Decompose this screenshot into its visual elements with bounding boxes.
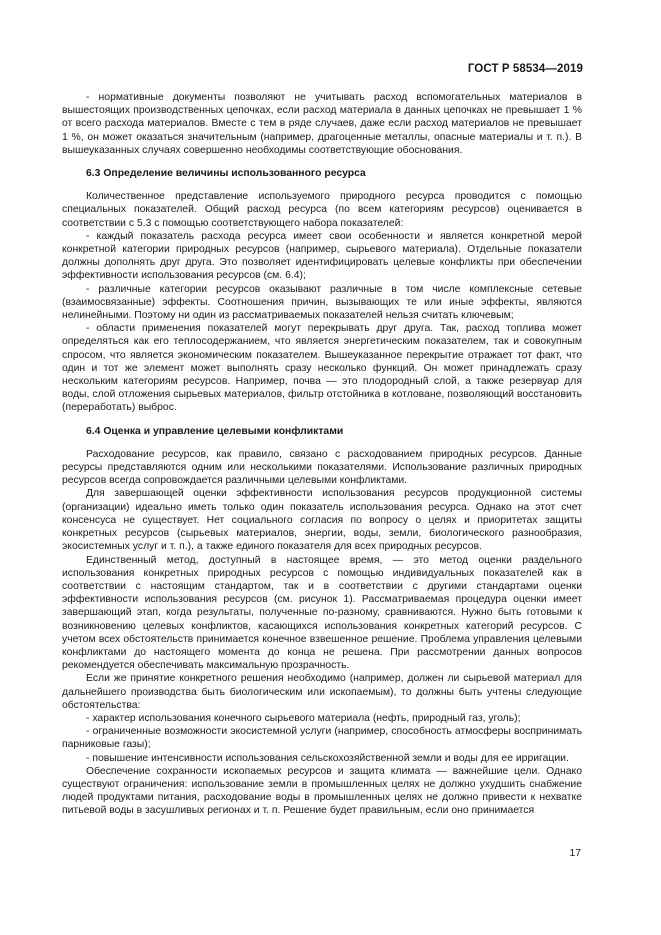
list-item: - различные категории ресурсов оказывают различные в том числе комплексные сетевые (взаимосвязанные) эффекты. Соотношения причин, вызывающих те или иные эффекты, являются нелинейными. Поэтому ни один из рассматриваемых показателей нельзя считать ключевым;	[62, 283, 582, 322]
list-item: - повышение интенсивности использования сельскохозяйственной земли и воды для ее ирригации.	[86, 752, 569, 764]
paragraph: Единственный метод, доступный в настоящее время, — это метод оценки раздельного использования конкретных природных ресурсов с помощью индивидуальных показателей как в соответствии с настоящим стандартом, так и в соответствии с другими стандартами оценки эффективности использования ресурсов (см. рисунок 1). Рассматриваемая процедура оценки имеет завершающий этап, когда результаты, полученные по-разному, сравниваются. Нужно быть готовыми к возникновению целевых конфликтов, касающихся использования конкретных категорий ресурсов. С учетом всех обстоятельств принимается конечное взвешенное решение. Проблема управления целевыми конфликтами до настоящего момента до конца не решена. При рассмотрении данных вопросов рекомендуется обеспечивать максимальную прозрачность.	[62, 554, 582, 672]
list-item: - области применения показателей могут перекрывать друг друга. Так, расход топлива может определяться как его теплосодержанием, что является энергетическим показателем, так и совокупным спросом, что является экономическим показателем. Вышеуказанное перекрытие отражает тот факт, что один и тот же элемент может выполнять сразу несколько функций. Он может принадлежать сразу нескольким категориям ресурсов. Например, почва — это плодородный слой, а также резервуар для воды, слой отложения сырьевых материалов, фильтр отстойника в котловане, позволяющий восстановить (переработать) выброс.	[62, 323, 582, 414]
paragraph: Расходование ресурсов, как правило, связано с расходованием природных ресурсов. Данные ресурсы представляются одним или несколькими показателями. Использование различных природных ресурсов всегда сопровождается различными целевыми конфликтами.	[62, 448, 582, 487]
standard-identifier: ГОСТ Р 58534—2019	[467, 63, 583, 75]
paragraph: Количественное представление используемого природного ресурса проводится с помощью специальных показателей. Общий расход ресурса (по всем категориям ресурсов) оценивается в соответствии с 5.3 с помощью соответствующего набора показателей:	[62, 191, 582, 229]
paragraph: Обеспечение сохранности ископаемых ресурсов и защита климата — важнейшие цели. Однако существуют ограничения: использование земли в промышленных целях не должно ухудшить снабжение людей продуктами питания, расходование воды в промышленных целях не должно привести к нехватке питьевой воды в засушливых регионах и т. п. Решение будет правильным, если оно принимается	[62, 765, 582, 817]
page-number: 17	[569, 848, 581, 859]
paragraph: Для завершающей оценки эффективности использования ресурсов продукционной системы (организации) идеально иметь только один показатель использования ресурса. Однако на этот счет консенсуса не существует. Нет социального согласия по вопросу о целях и приоритетах защиты конкретных ресурсов (сырьевых материалов, энергии, воды, земли, биологического разнообразия, экосистемных услуг и т. п.), а также единого показателя для всех природных ресурсов.	[62, 488, 582, 553]
section-heading-6-4: 6.4 Оценка и управление целевыми конфликтами	[86, 425, 344, 437]
section-heading-6-3: 6.3 Определение величины использованного ресурса	[86, 168, 366, 180]
paragraph: - нормативные документы позволяют не учитывать расход вспомогательных материалов в вышестоящих производственных цепочках, если расход материала в данных цепочках не превышает 1 % от всего расхода материалов. Вместе с тем в ряде случаев, даже если расход материалов не превышает 1 %, он может оказаться значительным (например, драгоценные металлы, опасные материалы и т. п.). В вышеуказанных случаях совершенно необходимы соответствующие обоснования.	[62, 92, 582, 156]
list-item: - характер использования конечного сырьевого материала (нефть, природный газ, уголь);	[86, 712, 521, 724]
list-item: - ограниченные возможности экосистемной услуги (например, способность атмосферы воспринимать парниковые газы);	[62, 726, 582, 751]
document-body	[62, 91, 582, 818]
paragraph: Если же принятие конкретного решения необходимо (например, должен ли сырьевой материал для дальнейшего производства быть биологическим или ископаемым), то должны быть учтены следующие обстоятельства:	[62, 673, 582, 711]
list-item: - каждый показатель расхода ресурса имеет свои особенности и является конкретной мерой конкретной категории природных ресурсов (например, сырьевого материала). Отдельные показатели должны дополнять друг друга. Это позволяет идентифицировать целевые конфликты при обеспечении эффективности использования ресурсов (см. 6.4);	[62, 230, 582, 282]
